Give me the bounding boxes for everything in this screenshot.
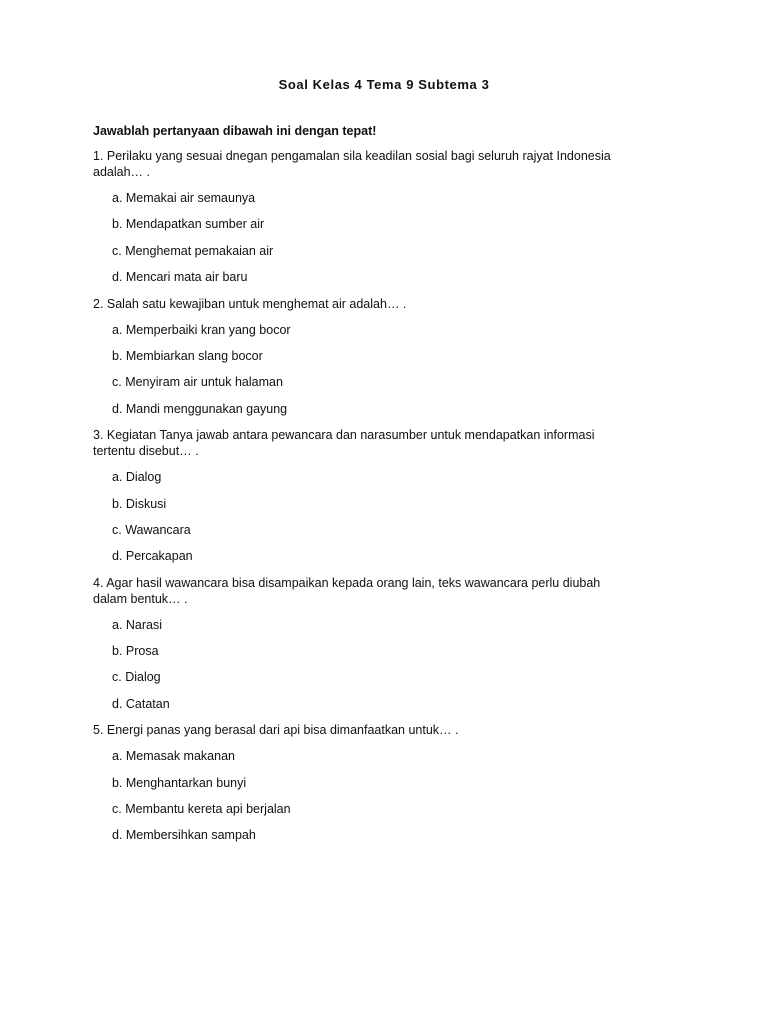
question-text: 4. Agar hasil wawancara bisa disampaikan kepada orang lain, teks wawancara perlu diubah dalam bentuk… .: [93, 575, 601, 606]
question-item: [93, 296, 683, 417]
option-item: a. Memakai air semaunya: [112, 191, 256, 205]
question-item: [93, 148, 683, 285]
option-list: [93, 469, 683, 564]
question-text: 3. Kegiatan Tanya jawab antara pewancara dan narasumber untuk mendapatkan informasi tertentu disebut… .: [93, 428, 595, 459]
option-item: b. Prosa: [112, 644, 159, 659]
question-text: 5. Energi panas yang berasal dari api bisa dimanfaatkan untuk… .: [93, 723, 459, 738]
option-item: b. Mendapatkan sumber air: [112, 217, 265, 232]
instruction-text: Jawablah pertanyaan dibawah ini dengan tepat!: [93, 124, 377, 138]
option-item: d. Membersihkan sampah: [112, 828, 256, 843]
question-text: 1. Perilaku yang sesuai dnegan pengamalan sila keadilan sosial bagi seluruh rajyat Indonesia adalah… .: [93, 149, 611, 179]
option-item: d. Percakapan: [112, 549, 193, 564]
option-item: d. Catatan: [112, 696, 170, 711]
option-item: a. Dialog: [112, 470, 162, 485]
document-title: Soal Kelas 4 Tema 9 Subtema 3: [278, 77, 490, 92]
option-item: c. Menyiram air untuk halaman: [112, 375, 283, 390]
option-list: [93, 617, 683, 712]
question-item: [93, 722, 683, 843]
option-item: a. Narasi: [112, 617, 163, 632]
option-item: c. Wawancara: [112, 522, 191, 537]
option-item: b. Menghantarkan bunyi: [112, 775, 247, 790]
option-item: c. Menghemat pemakaian air: [112, 243, 274, 258]
option-item: b. Membiarkan slang bocor: [112, 348, 263, 363]
option-item: d. Mandi menggunakan gayung: [112, 401, 288, 416]
option-item: b. Diskusi: [112, 496, 167, 511]
option-item: c. Dialog: [112, 670, 161, 685]
option-list: [93, 748, 683, 843]
option-item: d. Mencari mata air baru: [112, 270, 248, 285]
question-item: [93, 575, 683, 712]
question-item: [93, 427, 683, 564]
option-item: a. Memperbaiki kran yang bocor: [112, 322, 291, 337]
option-list: [93, 190, 683, 285]
option-list: [93, 322, 683, 417]
option-item: c. Membantu kereta api berjalan: [112, 802, 291, 817]
question-text: 2. Salah satu kewajiban untuk menghemat air adalah… .: [93, 296, 407, 311]
question-list: [93, 148, 683, 854]
option-item: a. Memasak makanan: [112, 749, 235, 764]
